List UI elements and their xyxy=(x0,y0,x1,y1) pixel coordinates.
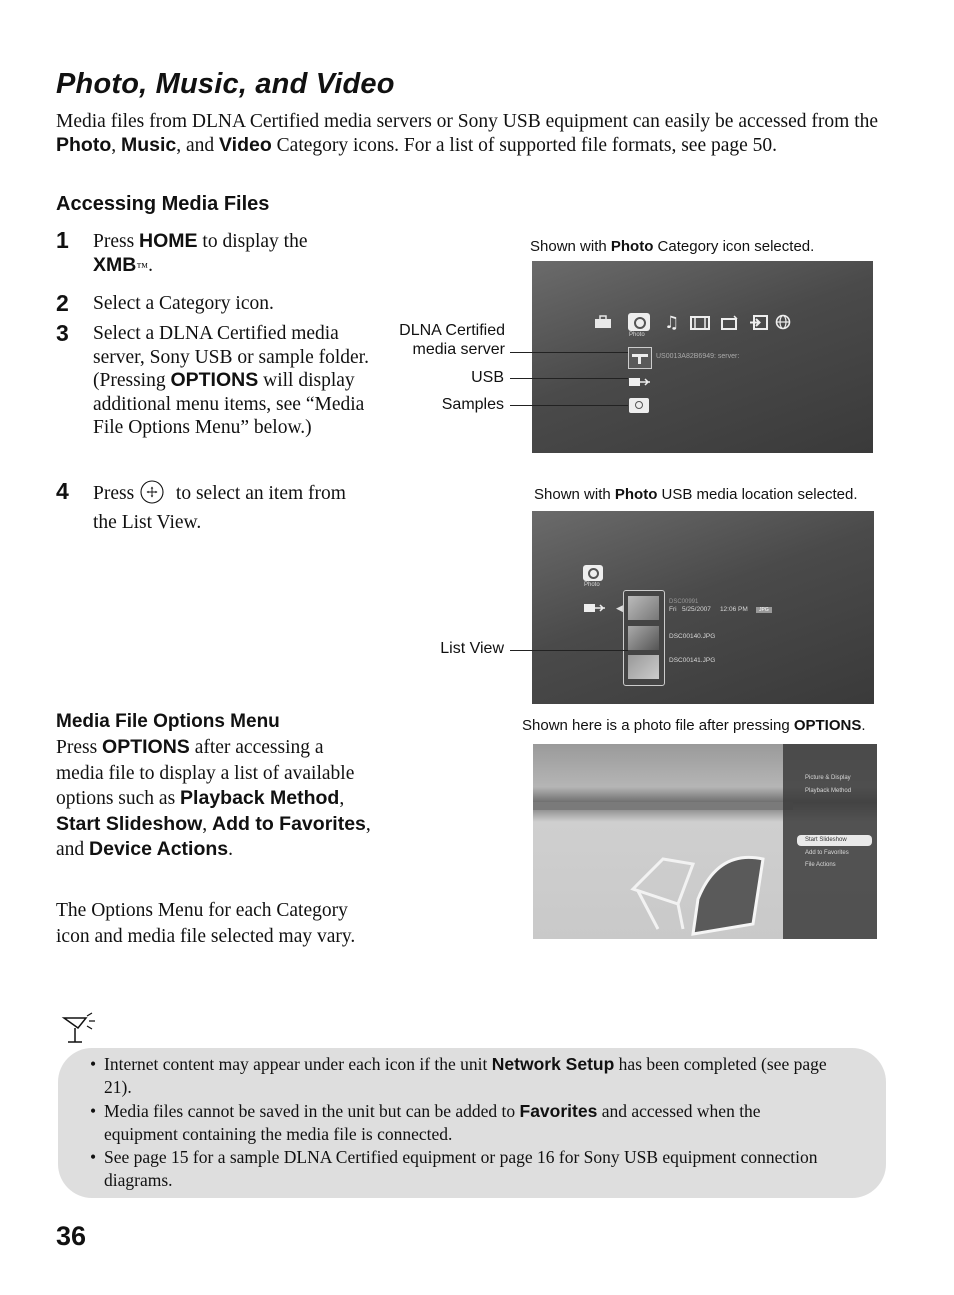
left-arrow-icon: ◀ xyxy=(616,604,623,614)
beach-photo-screen xyxy=(533,744,877,939)
beach-chairs-image xyxy=(623,829,783,939)
menu-item-add-to-favorites[interactable]: Add to Favorites xyxy=(805,850,849,856)
step-4-number: 4 xyxy=(56,478,69,504)
label-list-view: List View xyxy=(440,640,504,657)
step-3-text: Select a DLNA Certified media server, Sony USB or sample folder. (Pressing OPTIONS will display additional menu items, see “Media File Options Menu” below.) xyxy=(93,323,369,438)
file-2-name[interactable]: DSC00140.JPG xyxy=(669,633,716,640)
label-usb: USB xyxy=(471,369,504,386)
intro-paragraph: Media files from DLNA Certified media servers or Sony USB equipment can easily be accessed from the Photo, Music, and Video Category icons. For a list of supported file formats, see page 50. xyxy=(56,111,879,156)
list-view-panel[interactable] xyxy=(623,590,665,686)
label-samples: Samples xyxy=(441,396,504,413)
toolbox-icon xyxy=(594,315,612,334)
xmb-screen-category xyxy=(532,261,873,453)
music-note-icon: ♫ xyxy=(664,313,680,333)
menu-item-picture-display[interactable]: Picture & Display xyxy=(805,775,851,781)
figure-3-caption: Shown here is a photo file after pressing OPTIONS. xyxy=(522,717,866,734)
section-heading: Accessing Media Files xyxy=(56,193,270,215)
camera-icon xyxy=(583,565,603,581)
tip-item-2: • Media files cannot be saved in the unit but can be added to Favorites and accessed when the equipment containing the media file is connected. xyxy=(90,1101,761,1144)
sea-line xyxy=(533,802,793,810)
options-paragraph: Press OPTIONS after accessing a media file to display a list of available options such as Playback Method, Start Slideshow, Add to Favorites, and Device Actions. xyxy=(56,736,371,860)
tip-lamp-icon xyxy=(60,1012,100,1051)
tip-item-1: • Internet content may appear under each icon if the unit Network Setup has been completed (see page 21). xyxy=(90,1054,827,1097)
server-icon xyxy=(628,347,652,369)
usb-icon xyxy=(628,376,652,395)
folder-icon xyxy=(629,398,649,413)
camera-icon xyxy=(628,313,650,331)
page-title: Photo, Music, and Video xyxy=(56,68,395,100)
xmb-screen-list-view xyxy=(532,511,874,704)
leader-usb xyxy=(510,378,628,379)
options-note: The Options Menu for each Category icon and media file selected may vary. xyxy=(56,900,356,947)
figure-2-caption: Shown with Photo USB media location selected. xyxy=(534,486,858,503)
tip-item-3: • See page 15 for a sample DLNA Certified equipment or page 16 for Sony USB equipment connection diagrams. xyxy=(90,1147,818,1190)
options-menu-panel xyxy=(783,744,877,939)
input-icon xyxy=(750,315,768,335)
step-2-text: Select a Category icon. xyxy=(93,293,274,314)
tv-icon xyxy=(721,315,739,335)
thumbnail-2[interactable] xyxy=(628,626,659,650)
page-number: 36 xyxy=(56,1221,87,1251)
thumbnail-1[interactable] xyxy=(628,596,659,620)
step-1-text: Press HOME to display the XMB™. xyxy=(93,230,308,276)
figure-1-caption: Shown with Photo Category icon selected. xyxy=(530,238,815,255)
file-1-name: DSC00991 xyxy=(669,599,699,605)
leader-list-view xyxy=(510,650,628,651)
usb-icon xyxy=(583,602,607,621)
label-dlna-server: DLNA Certified media server xyxy=(399,322,505,358)
film-icon xyxy=(690,316,710,335)
leader-dlna xyxy=(510,352,628,353)
thumbnail-3[interactable] xyxy=(628,655,659,679)
menu-item-playback-method[interactable]: Playback Method xyxy=(805,788,852,794)
step-4-text: Press to select an item from the List View. xyxy=(93,480,371,534)
step-1-number: 1 xyxy=(56,227,69,253)
menu-item-file-actions[interactable]: File Actions xyxy=(805,862,836,868)
globe-icon xyxy=(775,314,791,335)
file-ext-badge: JPG xyxy=(756,607,772,613)
file-1-date: Fri 5/25/2007 12:06 PM xyxy=(669,606,748,613)
step-2-number: 2 xyxy=(56,290,69,316)
leader-samples xyxy=(510,405,628,406)
file-3-name[interactable]: DSC00141.JPG xyxy=(669,657,716,664)
photo-label: Photo xyxy=(584,582,600,588)
photo-label: Photo xyxy=(629,332,645,338)
dpad-icon xyxy=(139,480,165,511)
server-name: US0013A82B6949: server: xyxy=(656,353,740,360)
menu-item-start-slideshow[interactable]: Start Slideshow xyxy=(805,837,847,843)
step-3-number: 3 xyxy=(56,320,69,346)
options-heading: Media File Options Menu xyxy=(56,711,280,732)
